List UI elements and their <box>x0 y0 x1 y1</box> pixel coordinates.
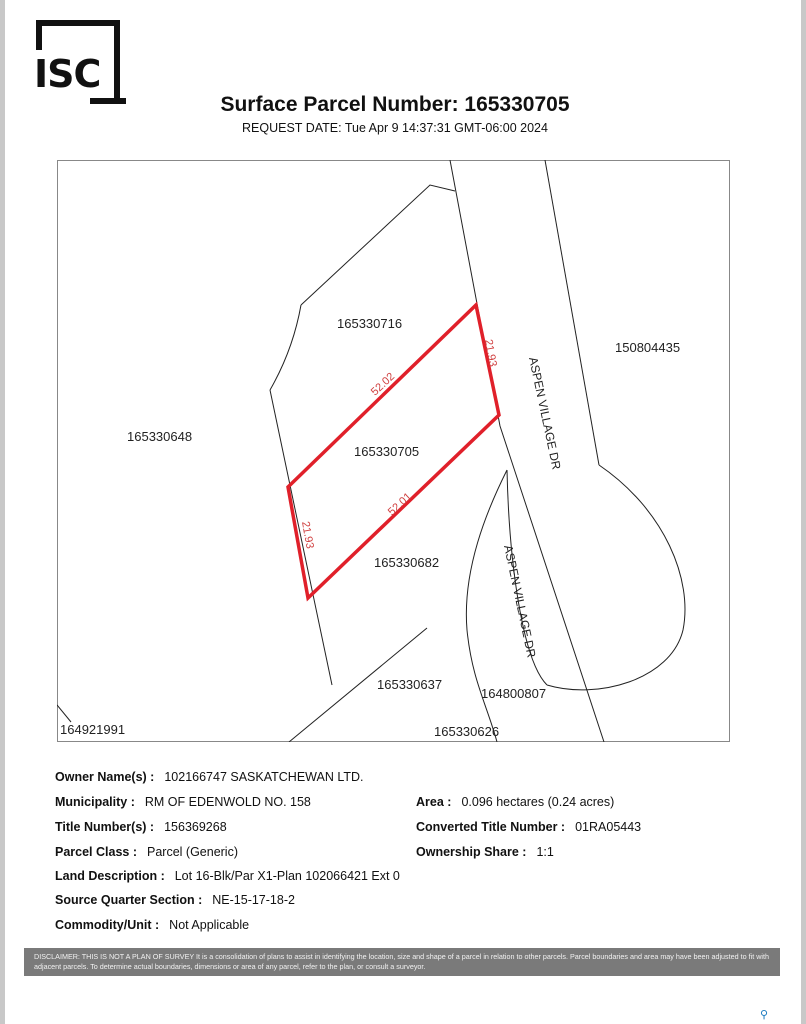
municipality-row <box>55 795 311 809</box>
dim-right: 21.93 <box>482 338 499 368</box>
dim-left: 21.93 <box>299 520 316 550</box>
parcel-label-435: 150804435 <box>615 340 681 355</box>
disclaimer-lead: DISCLAIMER: THIS IS NOT A PLAN OF SURVEY <box>34 952 195 961</box>
municipality-label: Municipality : <box>55 795 135 809</box>
ownership-share-row <box>416 845 554 859</box>
request-date: REQUEST DATE: Tue Apr 9 14:37:31 GMT-06:00 2024 <box>242 121 548 135</box>
parcel-label-716: 165330716 <box>337 316 403 331</box>
source-quarter-row <box>55 893 295 907</box>
parcel-class-row <box>55 845 238 859</box>
disclaimer-text: It is a consolidation of plans to assist in identifying the location, size and shape of a parcel in relation to other parcels. Parcel boundaries and area may have been adjusted to fit with adjacent parcels. To determine actual boundaries, dimensions or area of any parcel, refer to the plan, or consult a surveyor. <box>34 952 769 971</box>
parcel-label-991: 164921991 <box>60 722 126 737</box>
page-edge-right <box>801 0 806 1024</box>
owner-label: Owner Name(s) : <box>55 770 155 784</box>
land-description-label: Land Description : <box>55 869 165 883</box>
title-number-row <box>55 820 227 834</box>
road-label-aspen-1: ASPEN VILLAGE DR <box>526 355 564 471</box>
road-label-aspen-2: ASPEN VILLAGE DR <box>501 543 539 659</box>
converted-title-row <box>416 820 641 834</box>
converted-title-value: 01RA05443 <box>575 820 642 834</box>
disclaimer-banner <box>24 948 780 976</box>
page-title: Surface Parcel Number: 165330705 <box>220 93 570 116</box>
area-value: 0.096 hectares (0.24 acres) <box>461 795 615 809</box>
ownership-share-label: Ownership Share : <box>416 845 527 859</box>
source-quarter-value: NE-15-17-18-2 <box>212 893 295 907</box>
parcel-label-705: 165330705 <box>354 444 420 459</box>
converted-title-label: Converted Title Number : <box>416 820 566 834</box>
parcel-label-637: 165330637 <box>377 677 443 692</box>
land-description-value: Lot 16-Blk/Par X1-Plan 102066421 Ext 0 <box>174 869 400 883</box>
parcel-map <box>57 160 730 742</box>
owner-value: 102166747 SASKATCHEWAN LTD. <box>164 770 364 784</box>
parcel-label-807: 164800807 <box>481 686 547 701</box>
owner-row <box>55 770 364 784</box>
commodity-label: Commodity/Unit : <box>55 918 160 932</box>
dim-bottom: 52.01 <box>385 490 415 519</box>
area-label: Area : <box>416 795 452 809</box>
municipality-value: RM OF EDENWOLD NO. 158 <box>144 795 311 809</box>
location-pin-icon: ⚲ <box>760 1009 769 1021</box>
area-row <box>416 795 614 809</box>
land-description-row <box>55 869 400 883</box>
source-quarter-label: Source Quarter Section : <box>55 893 203 907</box>
parcel-label-626: 165330626 <box>434 724 500 739</box>
parcel-label-648: 165330648 <box>127 429 193 444</box>
parcel-class-label: Parcel Class : <box>55 845 137 859</box>
page-edge-left <box>0 0 5 1024</box>
commodity-row <box>55 918 249 932</box>
ownership-share-value: 1:1 <box>536 845 554 859</box>
title-number-label: Title Number(s) : <box>55 820 155 834</box>
logo-frame-left <box>36 20 42 50</box>
logo-text: ISC <box>34 52 101 96</box>
commodity-value: Not Applicable <box>169 918 250 932</box>
parcel-class-value: Parcel (Generic) <box>147 845 238 859</box>
title-number-value: 156369268 <box>164 820 227 834</box>
parcel-label-682: 165330682 <box>374 555 440 570</box>
dim-top: 52.02 <box>368 370 398 399</box>
